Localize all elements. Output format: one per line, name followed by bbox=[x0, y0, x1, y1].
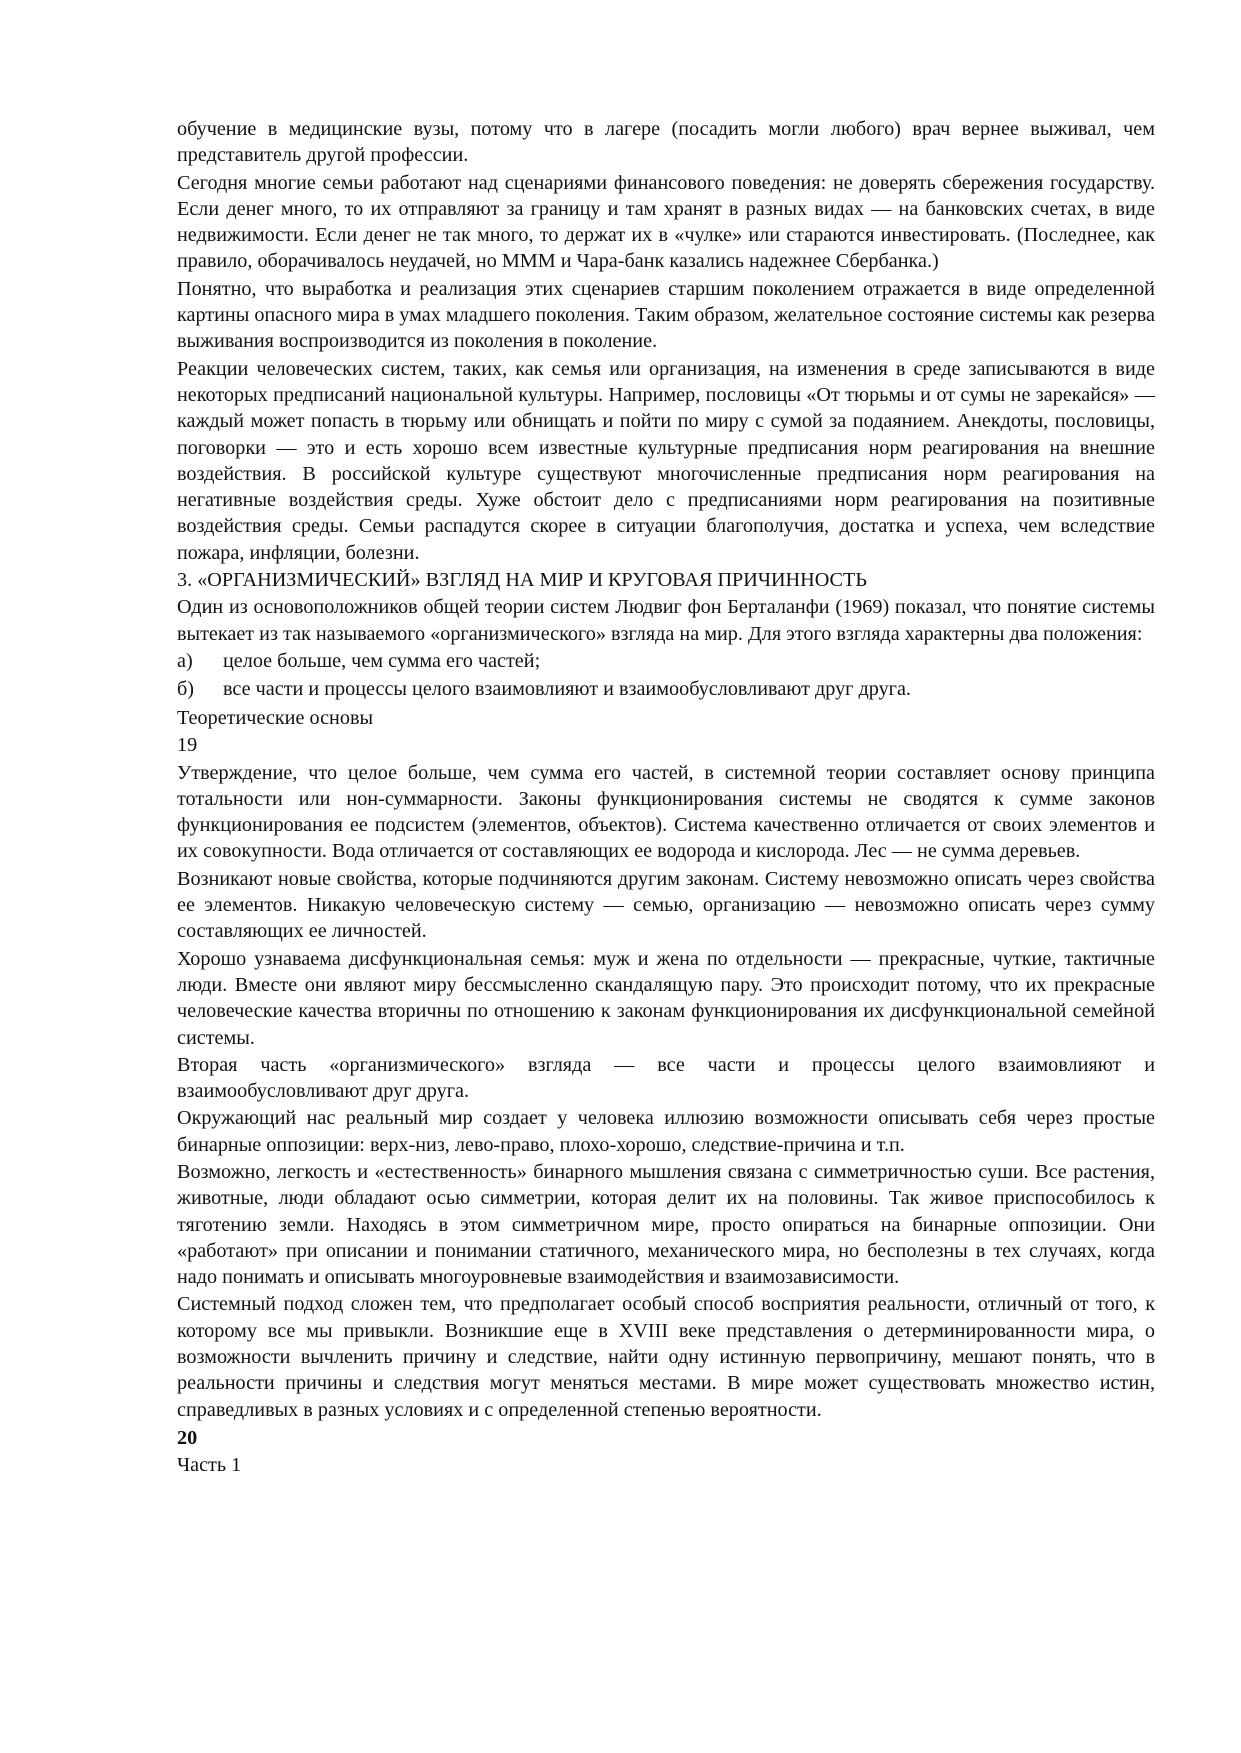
list-text: все части и процессы целого взаимовлияют и взаимообусловливают друг друга. bbox=[223, 678, 911, 701]
paragraph: Один из основоположников общей теории систем Людвиг фон Берталанфи (1969) показал, что понятие системы вытекает из так называемого «организмического» взгляда на мир. Для этого взгляда характерны два положения: bbox=[177, 596, 1155, 645]
list-marker: б) bbox=[177, 678, 194, 701]
list-item bbox=[177, 676, 1155, 704]
running-header-page-number: 19 bbox=[177, 734, 198, 757]
paragraph: Возникают новые свойства, которые подчиняются другим законам. Систему невозможно описать через свойства ее элементов. Никакую человеческую систему — семью, организацию — невозможно описать через сумму составляющих ее личностей. bbox=[177, 867, 1155, 943]
list-item bbox=[177, 648, 1155, 676]
list-text: целое больше, чем сумма его частей; bbox=[223, 649, 541, 672]
paragraph: Возможно, легкость и «естественность» бинарного мышления связана с симметричностью суши. Все растения, животные, люди обладают осью симметрии, которая делит их на половины. Так живое приспособилось к тяготению земли. Находясь в этом симметричном мире, просто опираться на бинарные оппозиции. Они «работают» при описании и понимании статичного, механического мира, но бесполезны в тех случаях, когда надо понимать и описывать многоуровневые взаимодействия и взаимозависимости. bbox=[177, 1160, 1155, 1289]
section-heading: 3. «ОРГАНИЗМИЧЕСКИЙ» ВЗГЛЯД НА МИР И КРУГОВАЯ ПРИЧИННОСТЬ bbox=[177, 569, 867, 592]
footer-part-label: Часть 1 bbox=[177, 1454, 242, 1477]
paragraph: Вторая часть «организмического» взгляда — все части и процессы целого взаимовлияют и взаимообусловливают друг друга. bbox=[177, 1053, 1155, 1103]
list-marker: а) bbox=[177, 649, 193, 672]
paragraph: Понятно, что выработка и реализация этих сценариев старшим поколением отражается в виде определенной картины опасного мира в умах младшего поколения. Таким образом, желательное состояние системы как резерва выживания воспроизводится из поколения в поколение. bbox=[177, 277, 1155, 353]
paragraph: Сегодня многие семьи работают над сценариями финансового поведения: не доверять сбережения государству. Если денег много, то их отправляют за границу и там хранят в разных видах — на банковских счетах, в виде недвижимости. Если денег не так много, то держат их в «чулке» или стараются инвестировать. (Последнее, как правило, оборачивалось неудачей, но МММ и Чара-банк казались надежнее Сбербанка.) bbox=[177, 171, 1155, 273]
paragraph: Хорошо узнаваема дисфункциональная семья: муж и жена по отдельности — прекрасные, чуткие, тактичные люди. Вместе они являют миру бессмысленно скандалящую пару. Это происходит потому, что их прекрасные человеческие качества вторичны по отношению к законам функционирования их дисфункциональной семейной системы. bbox=[177, 947, 1155, 1049]
paragraph: Утверждение, что целое больше, чем сумма его частей, в системной теории составляет основу принципа тотальности или нон-суммарности. Законы функционирования системы не сводятся к сумме законов функционирования ее подсистем (элементов, объектов). Система качественно отличается от своих элементов и их совокупности. Вода отличается от составляющих ее водорода и кислорода. Лес — не сумма деревьев. bbox=[177, 761, 1155, 863]
paragraph: обучение в медицинские вузы, потому что в лагере (посадить могли любого) врач вернее выживал, чем представитель другой профессии. bbox=[177, 118, 1155, 167]
footer-page-number: 20 bbox=[177, 1426, 198, 1449]
paragraph: Окружающий нас реальный мир создает у человека иллюзию возможности описывать себя через простые бинарные оппозиции: верх-низ, лево-право, плохо-хорошо, следствие-причина и т.п. bbox=[177, 1107, 1155, 1156]
paragraph: Реакции человеческих систем, таких, как семья или организация, на изменения в среде записываются в виде некоторых предписаний национальной культуры. Например, пословицы «От тюрьмы и от сумы не зарекайся» — каждый может попасть в тюрьму или обнищать и пойти по миру с сумой за подаянием. Анекдоты, пословицы, поговорки — это и есть хорошо всем известные культурные предписания норм реагирования на внешние воздействия. В российской культуре существуют многочисленные предписания норм реагирования на негативные воздействия среды. Хуже обстоит дело с предписаниями норм реагирования на позитивные воздействия среды. Семьи распадутся скорее в ситуации благополучия, достатка и успеха, чем вследствие пожара, инфляции, болезни. bbox=[177, 357, 1155, 564]
paragraph: Системный подход сложен тем, что предполагает особый способ восприятия реальности, отличный от того, к которому все мы привыкли. Возникшие еще в XVIII веке представления о детерминированности мира, о возможности вычленить причину и следствие, найти одну истинную первопричину, мешают понять, что в реальности причины и следствия могут меняться местами. В мире может существовать множество истин, справедливых в разных условиях и с определенной степенью вероятности. bbox=[177, 1293, 1155, 1421]
document-page bbox=[177, 116, 1155, 1480]
running-header-title: Теоретические основы bbox=[177, 706, 374, 729]
